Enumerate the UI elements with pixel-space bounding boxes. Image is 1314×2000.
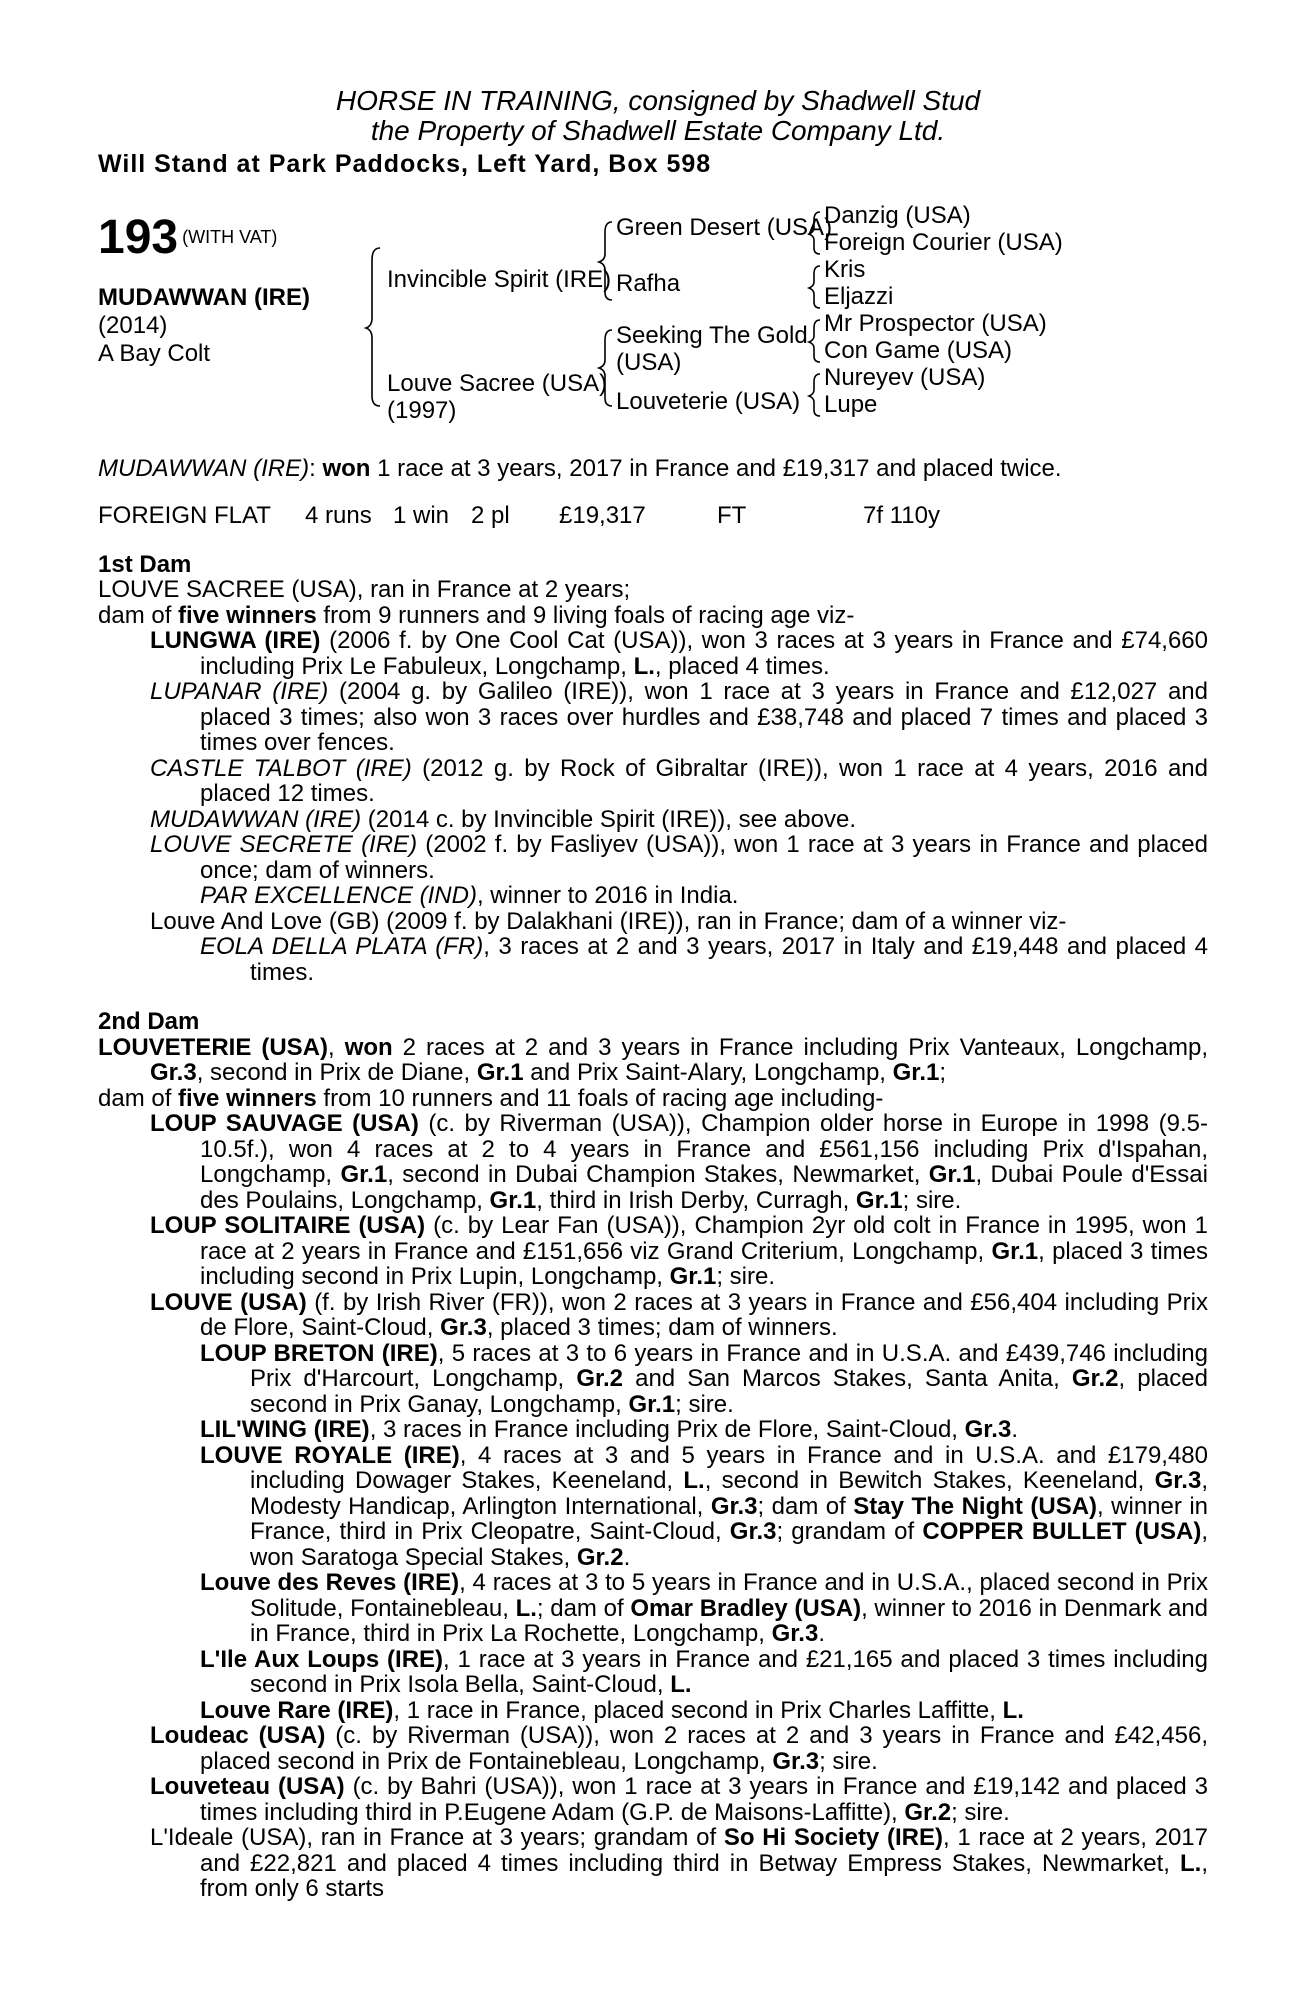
listed-mark: L. xyxy=(1180,1849,1202,1877)
dam-name: LOUVETERIE (USA) xyxy=(98,1033,329,1061)
produce-name: EOLA DELLA PLATA (FR) xyxy=(200,933,484,960)
winners-count: five winners xyxy=(178,601,317,629)
text: (2012 g. by Rock of Gibraltar (IRE)), won 1 race at 4 years, 2016 and placed 12 times. xyxy=(200,754,1208,807)
listed-mark: L. xyxy=(633,652,655,680)
pedigree-dds: Nureyev (USA) xyxy=(824,364,986,391)
text: , placed 3 times including second in Prix Lupin, Longchamp, xyxy=(200,1237,1208,1290)
text: ; grandam of xyxy=(776,1518,923,1545)
text: 2 races at 2 and 3 years in France including Prix Vanteaux, Longchamp, xyxy=(392,1033,1208,1061)
first-dam-intro: LOUVE SACREE (USA), ran in France at 2 years; xyxy=(98,576,631,603)
produce-entry xyxy=(98,1213,1208,1290)
produce-name: Omar Bradley (USA) xyxy=(630,1594,862,1622)
text: , Modesty Handicap, Arlington International, xyxy=(250,1467,1208,1520)
text: (2004 g. by Galileo (IRE)), won 1 race at 3 years in France and £12,027 and placed 3 times; also won 3 races over hurdles and £38,748 and placed 7 times and placed 3 times over fences. xyxy=(200,678,1209,756)
text: ; sire. xyxy=(716,1263,776,1290)
text: , 4 races at 3 to 5 years in France and in U.S.A., placed second in Prix Solitude, Fontainebleau, xyxy=(250,1569,1209,1622)
text: ; xyxy=(939,1059,947,1086)
catalogue-body xyxy=(98,456,1208,1902)
text: (2006 f. by One Cool Cat (USA)), won 3 races at 3 years in France and £74,660 including Prix Le Fabuleux, Longchamp, xyxy=(200,627,1208,680)
text: (c. by Riverman (USA)), won 2 races at 2 and 3 years in France and £42,456, placed second in Prix de Fontainebleau, Longchamp, xyxy=(200,1722,1208,1775)
text: (f. by Irish River (FR)), won 2 races at 3 years in France and £56,404 including Prix de Flore, Saint-Cloud, xyxy=(200,1288,1208,1341)
text: , second in Dubai Champion Stakes, Newmarket, xyxy=(387,1161,929,1188)
text: , winner in France, third in Prix Cleopatre, Saint-Cloud, xyxy=(250,1492,1209,1545)
grade-mark: Gr.3 xyxy=(729,1518,777,1545)
stand-line: Will Stand at Park Paddocks, Left Yard, Box 598 xyxy=(98,150,712,178)
grade-mark: Gr.3 xyxy=(771,1620,819,1647)
produce-name: LOUP BRETON (IRE) xyxy=(200,1339,438,1367)
produce-entry xyxy=(98,807,1208,833)
summary-horse-name: MUDAWWAN (IRE) xyxy=(98,455,310,482)
produce-name: COPPER BULLET (USA) xyxy=(922,1518,1202,1545)
text: , 3 races at 2 and 3 years, 2017 in Italy and £19,448 and placed 4 times. xyxy=(250,933,1209,986)
produce-sub-entry xyxy=(98,1570,1208,1647)
grade-mark: Gr.2 xyxy=(904,1798,952,1826)
winners-count: five winners xyxy=(178,1084,317,1112)
produce-entry xyxy=(98,628,1208,679)
record-wins: 1 win xyxy=(393,501,450,529)
text: , 5 races at 3 to 6 years in France and in U.S.A. and £439,746 including Prix d'Harcourt, Longchamp, xyxy=(250,1339,1208,1392)
text: L'Ideale (USA), ran in France at 3 years; grandam of xyxy=(150,1824,724,1851)
produce-entry xyxy=(98,1723,1208,1774)
text: dam of xyxy=(98,601,179,629)
pedigree-dam-dam: Louveterie (USA) xyxy=(616,388,801,415)
grade-mark: Gr.3 xyxy=(440,1314,487,1341)
first-dam-produce-line xyxy=(98,603,1208,629)
pedigree-dam-year: (1997) xyxy=(387,397,457,424)
text: , second in Bewitch Stakes, Keeneland, xyxy=(704,1467,1155,1494)
produce-sub-entry xyxy=(98,883,1208,909)
text: , 1 race in France, placed second in Prix Charles Laffitte, xyxy=(393,1696,1003,1724)
record-label: FOREIGN FLAT xyxy=(98,501,271,529)
produce-sub-entry xyxy=(98,934,1208,985)
produce-sub-entry xyxy=(98,1341,1208,1418)
produce-name: CASTLE TALBOT (IRE) xyxy=(150,754,412,782)
record-earnings: £19,317 xyxy=(559,501,646,529)
record-going: FT xyxy=(717,501,747,529)
won-label: won xyxy=(344,1033,393,1061)
text: , winner to 2016 in Denmark and in France, third in Prix La Rochette, Longchamp, xyxy=(250,1594,1209,1647)
page-header xyxy=(98,86,1208,180)
produce-name: Stay The Night (USA) xyxy=(853,1492,1098,1520)
text: ; sire. xyxy=(902,1186,962,1214)
grade-mark: Gr.3 xyxy=(964,1416,1012,1443)
grade-mark: Gr.1 xyxy=(991,1237,1039,1265)
listed-mark: L. xyxy=(683,1467,705,1494)
text: ; sire. xyxy=(675,1390,734,1418)
produce-name: LOUP SOLITAIRE (USA) xyxy=(150,1212,426,1239)
listed-mark: L. xyxy=(515,1594,537,1622)
produce-name: So Hi Society (IRE) xyxy=(723,1824,943,1851)
produce-entry xyxy=(98,832,1208,883)
text: from 9 runners and 9 living foals of racing age viz- xyxy=(316,601,855,629)
pedigree-block xyxy=(98,202,1208,450)
pedigree-ddd: Lupe xyxy=(824,391,878,418)
grade-mark: Gr.3 xyxy=(150,1059,197,1086)
race-record xyxy=(98,503,1208,529)
pedigree-sire-dam: Rafha xyxy=(616,270,681,297)
horse-description: A Bay Colt xyxy=(98,340,211,367)
pedigree-dsd: Con Game (USA) xyxy=(824,337,1013,364)
second-dam-produce-line xyxy=(98,1086,1208,1112)
pedigree-dss: Mr Prospector (USA) xyxy=(824,310,1047,337)
produce-sub-entry xyxy=(98,1443,1208,1571)
text: and San Marcos Stakes, Santa Anita, xyxy=(623,1365,1072,1392)
text: , from only 6 starts xyxy=(200,1849,1208,1902)
text: ; sire. xyxy=(951,1798,1010,1826)
text: , 1 race at 3 years in France and £21,165 and placed 3 times including second in Prix Isola Bella, Saint-Cloud, xyxy=(250,1645,1209,1698)
produce-sub-entry xyxy=(98,1698,1208,1724)
second-dam-intro: LOUVETERIE (USA), won 2 races at 2 and 3 years in France including Prix Vanteaux, Longchamp, Gr.3, second in Prix de Diane, Gr.1 and Prix Saint-Alary, Longchamp, Gr.1; xyxy=(98,1033,1208,1086)
grade-mark: Gr.1 xyxy=(855,1186,903,1214)
text: . xyxy=(1011,1416,1018,1443)
grade-mark: Gr.1 xyxy=(669,1263,717,1290)
produce-entry: Louve And Love (GB) (2009 f. by Dalakhani (IRE)), ran in France; dam of a winner viz- xyxy=(150,907,1067,935)
produce-entry xyxy=(98,1290,1208,1341)
text: ; dam of xyxy=(757,1492,854,1520)
text: , winner to 2016 in India. xyxy=(476,882,739,909)
text: , placed 3 times; dam of winners. xyxy=(486,1314,838,1341)
text: and Prix Saint-Alary, Longchamp, xyxy=(523,1059,893,1086)
text: . xyxy=(818,1620,825,1647)
pedigree-dam-sire-line1: Seeking The Gold xyxy=(616,322,808,349)
produce-entry xyxy=(98,1111,1208,1213)
grade-mark: Gr.3 xyxy=(710,1492,758,1520)
produce-name: LOUVE ROYALE (IRE) xyxy=(200,1441,460,1469)
first-dam-title: 1st Dam xyxy=(98,550,192,578)
summary-text: 1 race at 3 years, 2017 in France and £19,317 and placed twice. xyxy=(370,455,1062,482)
produce-name: PAR EXCELLENCE (IND) xyxy=(200,882,477,909)
text: , second in Prix de Diane, xyxy=(196,1059,477,1086)
second-dam-section xyxy=(98,1009,1208,1902)
horse-name: MUDAWWAN (IRE) xyxy=(98,284,310,311)
grade-mark: Gr.3 xyxy=(1154,1467,1202,1494)
pedigree-sire-sire: Green Desert (USA) xyxy=(616,214,833,241)
grade-mark: Gr.2 xyxy=(1071,1365,1119,1392)
produce-entry xyxy=(98,679,1208,756)
text: (2014 c. by Invincible Spirit (IRE)), see above. xyxy=(361,805,856,833)
pedigree-ssd: Foreign Courier (USA) xyxy=(824,229,1063,256)
grade-mark: Gr.3 xyxy=(772,1747,820,1775)
grade-mark: Gr.1 xyxy=(928,1161,976,1188)
text: dam of xyxy=(98,1084,179,1112)
text: (2002 f. by Fasliyev (USA)), won 1 race at 3 years in France and placed once; dam of winners. xyxy=(200,831,1208,884)
consignor-line: HORSE IN TRAINING, consigned by Shadwell Stud xyxy=(335,85,981,116)
produce-name: LOUVE (USA) xyxy=(150,1288,307,1316)
produce-name: Louve des Reves (IRE) xyxy=(200,1569,460,1596)
lot-number: 193 xyxy=(98,211,179,264)
grade-mark: Gr.2 xyxy=(576,1543,624,1571)
pedigree-sdd: Eljazzi xyxy=(824,283,894,310)
second-dam-title: 2nd Dam xyxy=(98,1008,200,1035)
text: from 10 runners and 11 foals of racing age including- xyxy=(316,1084,884,1112)
grade-mark: Gr.1 xyxy=(489,1186,537,1214)
produce-entry xyxy=(98,1825,1208,1902)
produce-name: LOUP SAUVAGE (USA) xyxy=(150,1110,419,1137)
text: ; sire. xyxy=(819,1747,878,1775)
pedigree-sss: Danzig (USA) xyxy=(824,202,971,229)
pedigree-sire: Invincible Spirit (IRE) xyxy=(387,266,612,293)
listed-mark: L. xyxy=(670,1671,692,1698)
record-distance: 7f 110y xyxy=(863,501,940,529)
produce-name: Loudeac (USA) xyxy=(150,1722,326,1749)
pedigree-dam: Louve Sacree (USA) xyxy=(387,370,608,397)
produce-name: LUNGWA (IRE) xyxy=(150,627,321,654)
grade-mark: Gr.1 xyxy=(476,1059,524,1086)
record-placed: 2 pl xyxy=(471,501,510,529)
text: , Dubai Poule d'Essai des Poulains, Longchamp, xyxy=(200,1161,1208,1214)
text: , 1 race at 2 years, 2017 and £22,821 and placed 4 times including third in Betway Empress Stakes, Newmarket, xyxy=(200,1824,1208,1877)
text: (c. by Lear Fan (USA)), Champion 2yr old colt in France in 1995, won 1 race at 2 years in France and £151,656 viz Grand Criterium, Longchamp, xyxy=(200,1212,1208,1265)
produce-entry xyxy=(98,756,1208,807)
text: (c. by Riverman (USA)), Champion older horse in Europe in 1998 (9.5-10.5f.), won 4 races at 2 to 4 years in France and £561,156 including Prix d'Ispahan, Longchamp, xyxy=(200,1110,1208,1188)
vat-label: (WITH VAT) xyxy=(182,227,278,247)
produce-name: L'Ile Aux Loups (IRE) xyxy=(200,1645,444,1673)
record-runs: 4 runs xyxy=(305,501,372,529)
produce-name: Louve Rare (IRE) xyxy=(200,1696,394,1724)
text: , 4 races at 3 and 5 years in France and in U.S.A. and £179,480 including Dowager Stakes, Keeneland, xyxy=(250,1441,1208,1494)
grade-mark: Gr.1 xyxy=(892,1059,940,1086)
produce-name: Louveteau (USA) xyxy=(150,1773,345,1800)
produce-sub-entry xyxy=(98,1417,1208,1443)
produce-name: LUPANAR (IRE) xyxy=(150,678,329,705)
text: , placed 4 times. xyxy=(654,652,830,680)
text: ; dam of xyxy=(536,1594,631,1622)
catalogue-page xyxy=(98,86,1208,1902)
text: , third in Irish Derby, Curragh, xyxy=(536,1186,856,1214)
text: , 3 races in France including Prix de Flore, Saint-Cloud, xyxy=(369,1416,965,1443)
listed-mark: L. xyxy=(1002,1696,1024,1724)
grade-mark: Gr.2 xyxy=(576,1365,624,1392)
grade-mark: Gr.1 xyxy=(340,1161,388,1188)
pedigree-dam-sire-line2: (USA) xyxy=(616,349,682,376)
race-summary: MUDAWWAN (IRE): won 1 race at 3 years, 2017 in France and £19,317 and placed twice. xyxy=(98,455,1062,482)
text: (c. by Bahri (USA)), won 1 race at 3 years in France and £19,142 and placed 3 times including third in P.Eugene Adam (G.P. de Maisons-Laffitte), xyxy=(200,1773,1208,1826)
produce-name: MUDAWWAN (IRE) xyxy=(150,805,362,833)
grade-mark: Gr.1 xyxy=(628,1390,676,1418)
pedigree-sds: Kris xyxy=(824,256,866,283)
text: , placed second in Prix Ganay, Longchamp, xyxy=(250,1365,1209,1418)
produce-entry xyxy=(98,1774,1208,1825)
produce-name: LOUVE SECRETE (IRE) xyxy=(150,831,418,858)
first-dam-section xyxy=(98,552,1208,986)
produce-sub-entry xyxy=(98,1647,1208,1698)
summary-won: won xyxy=(322,455,371,482)
text: , won Saratoga Special Stakes, xyxy=(250,1518,1208,1571)
text: . xyxy=(623,1543,631,1571)
horse-year: (2014) xyxy=(98,312,168,339)
produce-name: LIL'WING (IRE) xyxy=(200,1416,370,1443)
property-line: the Property of Shadwell Estate Company Ltd. xyxy=(370,115,946,146)
